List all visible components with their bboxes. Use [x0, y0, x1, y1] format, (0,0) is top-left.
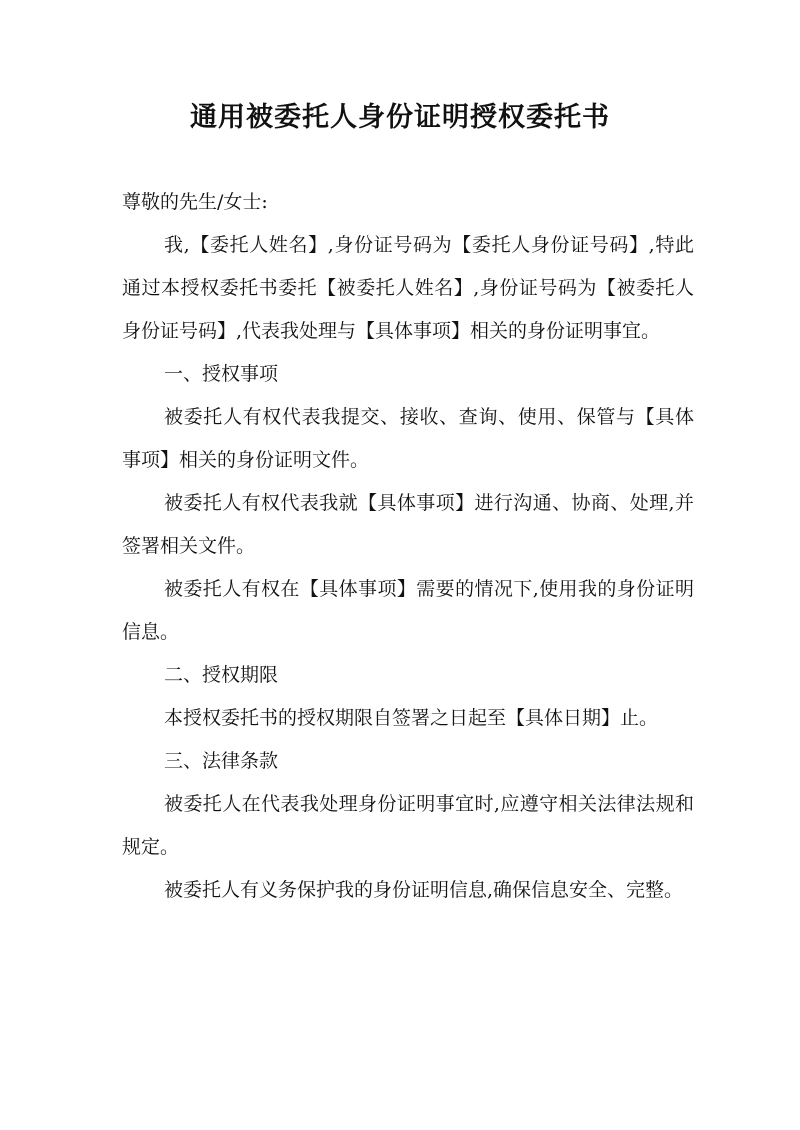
section-heading-legal: 三、法律条款 [164, 750, 279, 772]
authorization-item-2: 被委托人有权代表我就【具体事项】进行沟通、协商、处理,并签署相关文件。 [122, 492, 694, 557]
intro-paragraph: 我,【委托人姓名】,身份证号码为【委托人身份证号码】,特此通过本授权委托书委托【被委托人姓名】,身份证号码为【被委托人身份证号码】,代表我处理与【具体事项】相关的身份证明事宜。 [122, 234, 694, 342]
document-body [122, 181, 694, 912]
salutation: 尊敬的先生/女士: [122, 191, 268, 213]
legal-item-1: 被委托人在代表我处理身份证明事宜时,应遵守相关法律法规和规定。 [122, 793, 694, 858]
term-paragraph: 本授权委托书的授权期限自签署之日起至【具体日期】止。 [164, 707, 659, 729]
authorization-item-3: 被委托人有权在【具体事项】需要的情况下,使用我的身份证明信息。 [122, 578, 694, 643]
document-title: 通用被委托人身份证明授权委托书 [190, 102, 610, 133]
authorization-item-1: 被委托人有权代表我提交、接收、查询、使用、保管与【具体事项】相关的身份证明文件。 [122, 406, 694, 471]
section-heading-term: 二、授权期限 [164, 664, 279, 686]
legal-item-2: 被委托人有义务保护我的身份证明信息,确保信息安全、完整。 [164, 879, 684, 901]
section-heading-authorization: 一、授权事项 [164, 363, 279, 385]
